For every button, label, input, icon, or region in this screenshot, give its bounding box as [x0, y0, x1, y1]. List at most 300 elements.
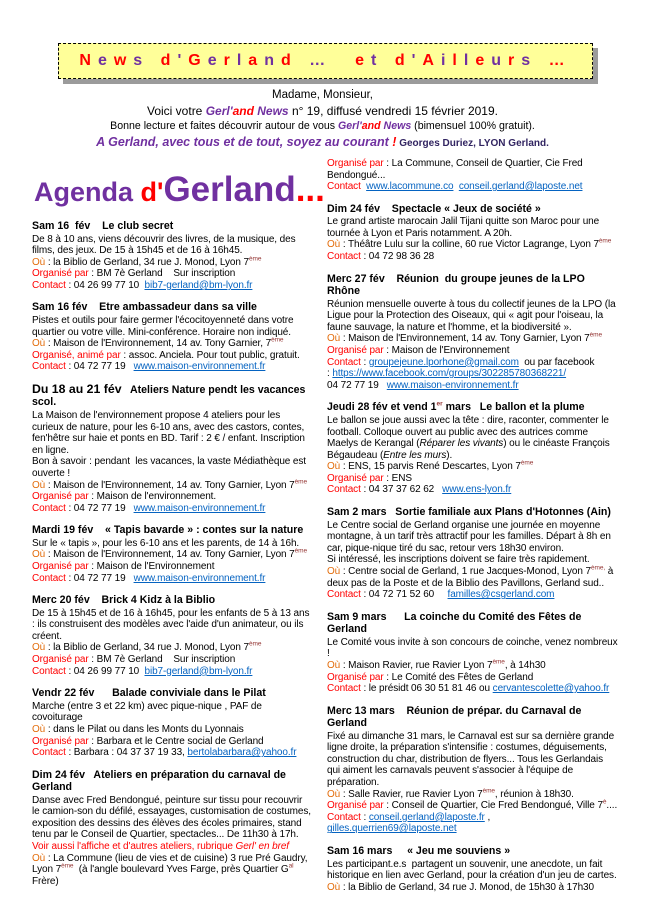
organizer-contact-label: Organisé par — [32, 735, 89, 747]
text-span: Vendr 22 fév Balade conviviale dans le Pilat — [32, 687, 266, 700]
text-span: Le grand artiste marocain Jalil Tijani quitte son Maroc pour une tournée à Lyon et Paris notamment. A 20h. — [327, 216, 602, 239]
text-span: : Maison de l'Environnement, 14 av. Tony Garnier, Lyon 7 — [340, 333, 590, 345]
organizer-contact-label: Organisé par — [327, 472, 384, 484]
banner-letter: n — [264, 52, 281, 69]
superscript-text: ème — [61, 862, 74, 870]
text-span: : 04 72 77 19 — [65, 361, 134, 373]
superscript-text: ème — [294, 478, 308, 486]
text-span: Sam 16 mars « Jeu me souviens » — [327, 845, 511, 858]
event-line — [327, 812, 618, 835]
text-span: : BM 7è Gerland Sur inscription — [88, 268, 236, 280]
event-line — [327, 357, 618, 369]
text-span: : Maison de l'Environnement, 14 av. Tony Garnier, Lyon 7 — [45, 479, 295, 491]
event-line — [32, 361, 312, 373]
text-span: n° 19, diffusé vendredi 15 février 2019. — [288, 104, 498, 118]
text-span: : Barbara : 04 37 37 19 33, — [65, 747, 188, 759]
event-line — [327, 672, 618, 684]
banner-letter — [383, 52, 394, 70]
text-span: : 04 72 71 52 60 — [360, 589, 448, 601]
banner-letter: l — [452, 52, 464, 69]
text-span: : la Biblio de Gerland, 34 rue J. Monod, Lyon 7 — [45, 642, 249, 654]
event-heading — [32, 301, 312, 314]
where-label: Où — [327, 461, 341, 473]
event-section — [32, 687, 312, 758]
text-span: : Conseil de Quartier, Cie Fred Bendongué, Ville 7 — [383, 800, 603, 812]
event-line — [32, 573, 312, 585]
event-line — [327, 789, 618, 801]
text-span: : la Biblio de Gerland, 34 rue J. Monod, Lyon 7 — [45, 256, 249, 268]
text-span: : ENS — [383, 472, 412, 484]
hyperlink[interactable]: bertolabarbara@yahoo.fr — [187, 747, 297, 759]
hyperlink[interactable]: https://www.facebook.com/groups/302285780368221/ — [332, 368, 567, 380]
event-line — [327, 239, 618, 251]
organizer-contact-label: Organisé par — [327, 800, 384, 812]
event-heading — [327, 401, 618, 414]
banner-letter: e — [207, 52, 224, 69]
event-line — [32, 491, 312, 503]
event-heading — [327, 203, 618, 216]
event-section — [327, 401, 618, 496]
text-span: Gerl' — [338, 120, 362, 132]
text-span: mars Le ballon et la plume — [442, 401, 585, 414]
where-label: Où — [327, 788, 341, 800]
event-heading — [327, 273, 618, 298]
superscript-text: è — [602, 798, 607, 806]
text-span: Gerl' en bref — [235, 841, 289, 853]
hyperlink[interactable]: bib7-gerland@bm-lyon.fr — [144, 279, 253, 291]
text-span: Si intéressé, les inscriptions doivent se faire très rapidement. — [327, 554, 590, 566]
banner-letter — [298, 52, 309, 70]
text-span: : 04 72 98 36 28 — [360, 251, 435, 263]
event-line — [327, 566, 618, 589]
event-line — [32, 234, 312, 257]
event-section — [327, 203, 618, 263]
event-section — [327, 705, 618, 835]
event-line — [327, 181, 618, 193]
tagline-line — [0, 134, 645, 152]
organizer-contact-label: Organisé par — [327, 158, 384, 169]
text-span: Du 18 au 21 fév — [32, 381, 122, 396]
event-line — [327, 345, 618, 357]
event-heading — [327, 611, 618, 636]
text-span: Pistes et outils pour faire germer l'écocitoyenneté dans votre quartier ou votre ville. Mini-conférence. Horaire non indiqué. — [32, 314, 297, 338]
hyperlink[interactable]: www.maison-environnement.fr — [386, 379, 519, 391]
event-line — [327, 859, 618, 882]
organizer-contact-label: Organisé, animé par — [32, 349, 121, 361]
event-line — [327, 636, 621, 660]
left-column — [32, 158, 325, 903]
organizer-contact-label: Organisé par — [327, 671, 384, 683]
event-line — [327, 158, 618, 181]
text-span: La Maison de l'environnement propose 4 ateliers pour les curieux de nature, pour les 6-10 ans, avec des castors, contes, fen'hêtre sur haie et ponts en BD. Tarif : 2 € / enfant. Inscription en ligne. — [32, 409, 308, 456]
event-heading — [32, 687, 312, 700]
event-heading — [32, 594, 312, 607]
two-column-body — [0, 152, 645, 903]
banner-letter: d — [394, 52, 412, 69]
where-label: Où — [32, 479, 46, 491]
text-span: Voici votre — [147, 104, 206, 118]
text-span: Dim 24 fév Spectacle « Jeux de société » — [327, 202, 541, 215]
event-line — [32, 268, 312, 280]
banner-letter: l — [463, 52, 476, 69]
organizer-contact-label: Contact — [32, 279, 66, 291]
event-line — [327, 473, 618, 485]
event-line — [32, 724, 312, 736]
hyperlink[interactable]: conseil.gerland@laposte.net — [458, 181, 583, 193]
event-line — [327, 731, 618, 789]
event-line — [32, 350, 312, 362]
event-line — [32, 538, 312, 550]
text-span: : Maison de l'Environnement, 14 av. Tony Garnier, 7 — [45, 338, 272, 350]
where-label: Où — [327, 565, 341, 577]
hyperlink[interactable]: www.ens-lyon.fr — [442, 484, 512, 496]
banner-letter: l — [236, 52, 249, 69]
event-line — [32, 841, 312, 853]
where-label: Où — [327, 659, 341, 671]
text-span: A Gerland, avec tous et de tout, soyez au courant — [96, 135, 393, 149]
readership-line — [0, 119, 645, 134]
text-span: : Centre social de Gerland, 1 rue Jacques-Monod, Lyon 7 — [340, 565, 591, 577]
text-span: Merc 20 fév Brick 4 Kidz à la Biblio — [32, 594, 216, 607]
event-line — [32, 280, 312, 292]
text-span: Sam 9 mars La coinche du Comité des Fêtes de Gerland — [327, 610, 585, 636]
event-line — [32, 338, 312, 350]
event-line — [327, 216, 618, 239]
where-label: Où — [32, 549, 46, 561]
event-heading — [32, 524, 312, 537]
banner-letter: … — [548, 52, 572, 69]
banner-letter: r — [223, 52, 237, 69]
issue-line — [0, 103, 645, 119]
hyperlink[interactable]: gilles.querrien69@laposte.net — [327, 823, 457, 835]
hyperlink[interactable]: familles@csgerland.com — [447, 589, 555, 601]
banner-letter — [537, 52, 548, 70]
banner-letter — [344, 52, 355, 70]
organizer-contact-label: Contact — [327, 484, 361, 496]
event-line — [327, 882, 618, 894]
text-span: News — [380, 120, 412, 132]
organizer-contact-label: Contact — [32, 572, 66, 584]
banner-letter: s — [133, 52, 150, 69]
event-line — [327, 520, 618, 555]
organizer-contact-label: Organisé par — [327, 345, 384, 357]
text-span: Les participant.e.s partagent un souvenir, une anecdote, un fait historique en lien avec Gerland, pour la création d'un jeu de cartes. — [327, 858, 617, 882]
event-line — [327, 299, 618, 334]
event-line — [327, 368, 618, 380]
superscript-text: ème — [294, 548, 308, 556]
text-span: : Le Comité des Fêtes de Gerland — [383, 671, 534, 683]
superscript-text: ème — [589, 332, 603, 340]
organizer-contact-label: Contact — [327, 811, 361, 823]
text-span: and — [232, 104, 254, 118]
text-span: Sam 2 mars Sortie familiale aux Plans d'Hotonnes (Ain) — [327, 506, 611, 519]
superscript-text: ème — [248, 641, 262, 649]
text-span: Sam 16 fév Etre ambassadeur dans sa ville — [32, 301, 257, 314]
event-line — [32, 795, 312, 841]
event-line — [32, 608, 312, 643]
text-span: Frère) — [32, 864, 297, 887]
where-label: Où — [32, 723, 46, 735]
banner-letter — [149, 52, 160, 70]
text-span: : BM 7è Gerland Sur inscription — [88, 654, 236, 666]
banner-letter: d — [160, 52, 178, 69]
hyperlink[interactable]: bib7-gerland@bm-lyon.fr — [144, 665, 253, 677]
event-line — [327, 589, 618, 601]
text-span: Réparer les vivants — [419, 438, 504, 450]
text-span: (à l'angle boulevard Yves Farge, près Quartier G — [73, 864, 289, 876]
event-heading — [32, 769, 312, 794]
banner-letter: a — [248, 52, 265, 69]
banner-letter: ' — [177, 52, 189, 69]
event-line — [327, 251, 618, 263]
where-label: Où — [327, 333, 341, 345]
event-line — [327, 461, 618, 473]
text-span: : 04 26 99 77 10 — [65, 279, 145, 291]
banner-letter: e — [475, 52, 492, 69]
hyperlink[interactable]: www.maison-environnement.fr — [133, 361, 266, 373]
event-line — [32, 654, 312, 666]
text-span: ... — [295, 170, 325, 209]
organizer-contact-label: Contact — [327, 251, 361, 263]
text-span: Danse avec Fred Bendongué, peinture sur tissu pour recouvrir le camion-son du défilé, essayages, customisation de costumes, exposition des dessins des élèves des écoles primaires, stand tenu par le Conseil de Quartier, spectacles... De 11h30 à 17h. — [32, 794, 314, 841]
event-heading — [32, 383, 312, 409]
banner-letter: e — [97, 52, 114, 69]
text-span: : La Commune (lieu de vies et de cuisine) 3 rue Pré Gaudry, Lyon 7 — [32, 852, 311, 876]
text-span: : Maison de l'Environnement — [88, 560, 215, 572]
text-span: : le présidt 06 30 51 81 46 ou — [360, 683, 493, 695]
text-span: : Maison de l'Environnement, 14 av. Tony Garnier, Lyon 7 — [45, 549, 295, 561]
hyperlink[interactable]: www.maison-environnement.fr — [133, 502, 266, 514]
event-line — [327, 800, 618, 812]
event-heading — [327, 506, 618, 519]
event-line — [32, 701, 312, 724]
text-span: News — [253, 104, 289, 118]
intro-block — [0, 88, 645, 152]
organizer-contact-label: Contact — [32, 665, 66, 677]
superscript-text: ème — [248, 255, 262, 263]
text-span: Le ballon se joue aussi avec la tête : dire, raconter, commenter le football. Colloque ouvert au public avec des autrices comme Maelys de Kerangal ( — [327, 414, 612, 450]
banner-letter: … — [309, 52, 333, 69]
hyperlink[interactable]: conseil.gerland@laposte.fr — [368, 811, 485, 823]
text-span: : — [360, 356, 369, 368]
superscript-text: ème — [492, 658, 505, 666]
event-line — [32, 315, 312, 338]
event-line — [327, 333, 618, 345]
event-line — [327, 554, 618, 566]
text-span: Gerl' — [205, 104, 233, 118]
text-span: Bonne lecture et faites découvrir autour de vous — [110, 120, 339, 132]
text-span: : — [327, 368, 333, 380]
right-column — [327, 158, 621, 903]
text-span: Le Comité vous invite à son concours de coinche, venez nombreux ! — [327, 636, 621, 660]
newsletter-title-banner — [58, 43, 593, 79]
event-line — [32, 561, 312, 573]
superscript-text: ème — [271, 336, 284, 344]
text-span: : Maison de l'Environnement — [383, 345, 510, 357]
text-span: : 04 37 37 62 62 — [360, 484, 443, 496]
event-section — [32, 383, 312, 514]
text-span: à deux pas de la Poste et de la Biblio des Pavillons, Gerland sud.. — [327, 565, 616, 589]
event-line — [32, 480, 312, 492]
text-span: (bimensuel 100% gratuit). — [411, 120, 535, 132]
event-section — [32, 301, 312, 372]
banner-letter — [332, 52, 343, 70]
event-line — [32, 456, 312, 479]
text-span: d' — [140, 177, 164, 207]
left-column-events — [32, 220, 312, 887]
text-span: Réunion mensuelle ouverte à tous du collectif jeunes de la LPO (la Ligue pour la Protection des Oiseaux, qui « agit pour l'oiseau, la faune sauvage, la nature et l'homme, et la biodiversité ». — [327, 298, 619, 333]
text-span: : la Biblio de Gerland, 34 rue J. Monod, de 15h30 à 17h30 — [340, 881, 594, 893]
text-span: Bon à savoir : pendant les vacances, la vaste Médiathèque est ouverte ! — [32, 456, 309, 479]
hyperlink[interactable]: groupejeune.lporhone@gmail.com — [368, 356, 519, 368]
agenda-title — [34, 170, 325, 210]
text-span: : 04 26 99 77 10 — [65, 665, 145, 677]
superscript-text: ème — [598, 238, 612, 246]
text-span: : — [360, 811, 369, 823]
text-span: : Maison de l'environnement. — [88, 491, 217, 503]
event-line — [32, 257, 312, 269]
event-section — [327, 158, 618, 193]
event-line — [32, 642, 312, 654]
event-line — [32, 503, 312, 515]
event-section — [327, 506, 618, 601]
event-line — [327, 484, 618, 496]
text-span: Ateliers Nature pendt les vacances scol. — [32, 383, 309, 409]
event-line — [327, 380, 618, 392]
event-line — [32, 549, 312, 561]
hyperlink[interactable]: www.maison-environnement.fr — [133, 572, 266, 584]
where-label: Où — [32, 642, 46, 654]
superscript-text: er — [436, 400, 443, 408]
where-label: Où — [327, 881, 341, 893]
text-span: Merc 13 mars Réunion de prépar. du Carnaval de Gerland — [327, 704, 585, 730]
banner-letter: ' — [411, 52, 423, 69]
event-line — [32, 666, 312, 678]
organizer-contact-label: Organisé par — [32, 491, 89, 503]
event-line — [32, 853, 312, 888]
text-span: Jeudi 28 fév et vend 1 — [327, 401, 437, 414]
text-span: , réunion à 18h30. — [494, 788, 574, 800]
event-section — [327, 610, 621, 695]
event-section — [327, 845, 618, 893]
organizer-contact-label: Contact — [327, 181, 361, 193]
superscript-text: ème, — [590, 564, 606, 572]
event-line — [32, 747, 312, 759]
text-span: Georges Duriez, LYON Gerland. — [396, 138, 549, 149]
text-span: ! — [392, 135, 397, 149]
banner-letter: d — [280, 52, 298, 69]
organizer-contact-label: Organisé par — [32, 654, 89, 666]
text-span: Merc 27 fév Réunion du groupe jeunes de la LPO Rhône — [327, 272, 588, 298]
superscript-text: al — [288, 862, 294, 870]
text-span: De 8 à 10 ans, viens découvrir des livres, de la musique, des films, des jeux. De 15 à 15h45 et de 16 à 16h45. — [32, 233, 299, 257]
text-span: : 04 72 77 19 — [65, 572, 134, 584]
text-span: : Barbara et le Centre social de Gerland — [88, 735, 264, 747]
banner-letter: e — [355, 52, 372, 69]
text-span: De 15 à 15h45 et de 16 à 16h45, pour les enfants de 5 à 13 ans : ils construisent des modèles avec l'aide d'un animateur, ou ils créent. — [32, 607, 313, 642]
text-span: Entre les murs — [383, 449, 447, 461]
text-span: Sur le « tapis », pour les 6-10 ans et les parents, de 14 à 16h. — [32, 537, 300, 549]
text-span: : Maison Ravier, rue Ravier Lyon 7 — [340, 659, 493, 671]
where-label: Où — [32, 256, 46, 268]
banner-letter: N — [79, 52, 98, 69]
text-span: Gerland — [163, 170, 296, 209]
banner-letter: t — [371, 52, 384, 69]
text-span: Marche (entre 3 et 22 km) avec pique-nique , PAF de covoiturage — [32, 700, 265, 724]
where-label: Où — [327, 239, 341, 251]
organizer-contact-label: Contact — [327, 356, 361, 368]
text-span: and — [361, 120, 381, 132]
text-span: ) ou le cinéaste François Bégaudeau ( — [327, 438, 613, 461]
organizer-contact-label: Contact — [327, 589, 361, 601]
text-span: Dim 24 fév Ateliers en préparation du carnaval de Gerland — [32, 768, 289, 794]
organizer-contact-label: Contact — [327, 683, 361, 695]
text-span: Fixé au dimanche 31 mars, le Carnaval est sur sa dernière grande ligne droite, la préparation s'intensifie : costumes, déguisements, construction du char, distribution de flyers... Tous les Gerlandais qui aiment les carnavals peuvent s'associer à l'équipe de préparation. — [327, 730, 617, 789]
salutation: Madame, Monsieur, — [272, 89, 373, 101]
event-section — [32, 594, 312, 677]
event-section — [32, 220, 312, 291]
text-span: : La Commune, Conseil de Quartier, Cie Fred Bendongué... — [327, 158, 586, 181]
organizer-contact-label: Contact — [32, 502, 66, 514]
text-span: .... — [606, 800, 618, 812]
event-section — [32, 524, 312, 584]
text-span: 04 72 77 19 — [327, 379, 387, 391]
event-heading — [32, 220, 312, 233]
organizer-contact-label: Organisé par — [32, 560, 89, 572]
banner-letter: s — [521, 52, 538, 69]
organizer-contact-label: Contact — [32, 747, 66, 759]
banner-letter: w — [113, 52, 134, 69]
text-span: : dans le Pilat ou dans les Monts du Lyonnais — [45, 723, 244, 735]
event-line — [327, 415, 618, 461]
text-span: , — [484, 811, 493, 823]
text-span: : ENS, 15 parvis René Descartes, Lyon 7 — [340, 461, 521, 473]
event-heading — [327, 845, 618, 858]
banner-letter: u — [491, 52, 509, 69]
event-line — [327, 660, 618, 672]
where-label: Où — [32, 338, 46, 350]
text-span: Agenda — [34, 177, 141, 207]
text-span: : 04 72 77 19 — [65, 502, 134, 514]
organizer-contact-label: Organisé par — [32, 268, 89, 280]
text-span: ). — [446, 449, 453, 461]
text-span: Mardi 19 fév « Tapis bavarde » : contes sur la nature — [32, 524, 304, 537]
hyperlink[interactable]: cervantescolette@yahoo.fr — [492, 683, 610, 695]
where-label: Où — [32, 852, 46, 864]
event-section — [327, 273, 618, 392]
text-span: ou par facebook — [518, 356, 595, 368]
banner-letter: r — [508, 52, 522, 69]
banner-letter: A — [422, 52, 441, 69]
text-span: : assoc. Anciela. Pour tout public, gratuit. — [120, 349, 300, 361]
hyperlink[interactable]: www.lacommune.co — [366, 181, 454, 193]
text-span: : Salle Ravier, rue Ravier Lyon 7 — [340, 788, 483, 800]
text-span: Le Centre social de Gerland organise une journée en moyenne montagne, à un tarif très attractif pour les familles. Départ à 8h en car, pique-nique tiré du sac, retour vers 18h30 environ. — [327, 519, 614, 554]
superscript-text: ème — [482, 787, 495, 795]
event-line — [32, 736, 312, 748]
event-line — [327, 683, 618, 695]
banner-letter: G — [188, 52, 208, 69]
banner-letter: i — [440, 52, 453, 69]
text-span: Sam 16 fév Le club secret — [32, 220, 174, 232]
text-span: : Théâtre Lulu sur la colline, 60 rue Victor Lagrange, Lyon 7 — [340, 239, 599, 251]
event-line — [32, 410, 312, 456]
organizer-contact-label: Contact — [32, 361, 66, 373]
event-heading — [327, 705, 618, 730]
event-section — [32, 769, 312, 888]
superscript-text: ème — [520, 459, 534, 467]
text-span: , à 14h30 — [504, 659, 546, 671]
